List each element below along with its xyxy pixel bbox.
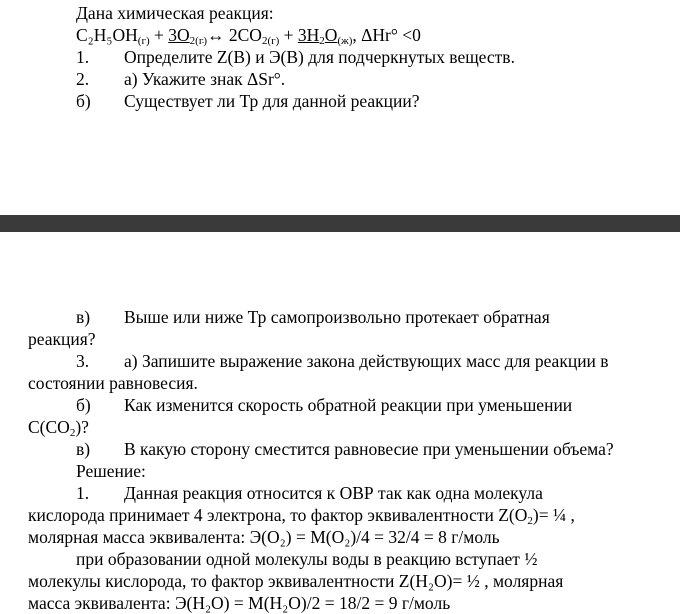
question-3b-number: б) (76, 395, 91, 415)
page-separator (0, 215, 680, 232)
intro-text: Дана химическая реакция: (76, 3, 274, 23)
question-2c-text: Выше или ниже Тр самопроизвольно протекает обратная (124, 307, 550, 327)
plus-sign: + (149, 25, 169, 45)
solution-heading: Решение: (76, 461, 146, 481)
question-2b-text: Существует ли Тр для данной реакции? (124, 91, 420, 111)
question-1-text: Определите Z(В) и Э(В) для подчеркнутых веществ. (124, 47, 515, 67)
co2-formula: $2CO_{2(г)}$ (228, 25, 280, 47)
question-3b-continuation: $С(CO_2)$? (28, 417, 89, 439)
solution-1-line-5: молекулы кислорода, то фактор эквивалентности Z(H₂O)= ½ , молярная (28, 571, 564, 591)
question-3-number: 3. (76, 351, 90, 371)
question-2b-number: б) (76, 91, 91, 111)
solution-1-line-4: при образовании одной молекулы воды в реакцию вступает ½ (76, 549, 538, 569)
water-formula: $3H_2O_{(ж)}$ (297, 25, 353, 47)
question-2-number: 2. (76, 69, 90, 89)
solution-1-line-2: кислорода принимает 4 электрона, то фактор эквивалентности $Z(O_2)=$ ¼ , (28, 505, 575, 527)
enthalpy-condition: , ΔHr° <0 (352, 25, 421, 45)
question-2c-continuation: реакция? (28, 329, 96, 349)
document-page-top (0, 0, 680, 215)
question-1 (76, 46, 89, 68)
item-number: 1. (76, 47, 90, 67)
question-3-text: а) Запишите выражение закона действующих масс для реакции в (124, 351, 609, 371)
state-gas: (г) (137, 35, 150, 47)
question-3c-text: В какую сторону сместится равновесие при уменьшении объема? (124, 439, 614, 459)
equilibrium-arrow: ↔ (207, 25, 229, 45)
oxygen-formula: $3O_{2(г)}$ (168, 25, 207, 47)
reaction-equation: $C_2H_5OH_{(г)}$ + $3O_{2(г)}\leftrightarrow$ $2CO_{2(г)} + 3H_2O_{(ж)}$, ΔHr° <0 (76, 25, 421, 47)
solution-1-text: Данная реакция относится к ОВР так как одна молекула (124, 483, 543, 503)
question-3c-number: в) (76, 439, 91, 459)
question-2c-number: в) (76, 307, 91, 327)
solution-1-line-6: масса эквивалента: Э(H₂O) = M(H₂O)/2 = 18/2 = 9 г/моль (28, 593, 451, 613)
question-3b-text: Как изменится скорость обратной реакции при уменьшении (124, 395, 573, 415)
solution-1-line-3: молярная масса эквивалента: Э(O₂) = M(O₂)/4 = 32/4 = 8 г/моль (28, 527, 500, 547)
document-page-bottom (0, 232, 680, 611)
ethanol-formula: C₂H₅OH (76, 25, 138, 45)
solution-1-number: 1. (76, 483, 90, 503)
question-3-continuation: состоянии равновесия. (28, 373, 198, 393)
question-2-text: а) Укажите знак ΔSr°. (124, 69, 286, 89)
